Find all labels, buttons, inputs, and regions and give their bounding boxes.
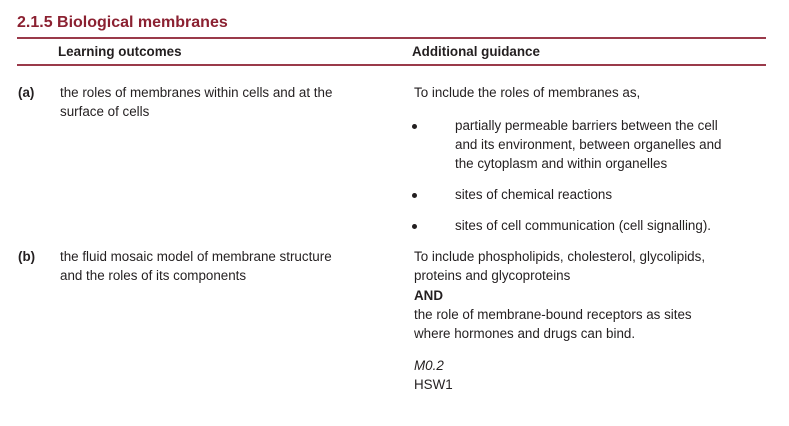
guidance-a-intro: To include the roles of membranes as, xyxy=(414,85,641,100)
guidance-b-line-2: proteins and glycoproteins xyxy=(414,268,571,283)
section-title: 2.1.5 Biological membranes xyxy=(17,14,228,31)
bullet-dot-icon xyxy=(412,224,417,229)
column-header-learning-outcomes: Learning outcomes xyxy=(58,44,182,59)
guidance-b-line-1: To include phospholipids, cholesterol, glycolipids, xyxy=(414,249,706,264)
bullet-dot-icon xyxy=(412,124,417,129)
guidance-a-bullet-2: sites of chemical reactions xyxy=(455,187,613,202)
column-header-additional-guidance: Additional guidance xyxy=(412,44,540,59)
guidance-b-ref-2: HSW1 xyxy=(414,377,453,392)
guidance-b-connector: AND xyxy=(414,288,444,303)
bullet-1-line-2: and its environment, between organelles and xyxy=(455,137,722,152)
row-label-b: (b) xyxy=(18,249,36,264)
outcome-a-line-1: the roles of membranes within cells and at the xyxy=(60,85,333,100)
guidance-a-bullet-1 xyxy=(455,116,765,173)
outcome-b-line-2: and the roles of its components xyxy=(60,268,247,283)
bullet-dot-icon xyxy=(412,193,417,198)
guidance-b-ref-1: M0.2 xyxy=(414,358,444,373)
guidance-b-line-4: where hormones and drugs can bind. xyxy=(414,326,636,341)
outcome-a xyxy=(60,83,390,121)
guidance-a-bullet-3: sites of cell communication (cell signalling). xyxy=(455,218,712,233)
bullet-1-line-1: partially permeable barriers between the cell xyxy=(455,118,718,133)
outcome-a-line-2: surface of cells xyxy=(60,104,150,119)
outcome-b xyxy=(60,247,390,285)
bullet-1-line-3: the cytoplasm and within organelles xyxy=(455,156,668,171)
guidance-b xyxy=(414,247,764,394)
outcome-b-line-1: the fluid mosaic model of membrane structure xyxy=(60,249,332,264)
row-label-a: (a) xyxy=(18,85,35,100)
guidance-b-line-3: the role of membrane-bound receptors as sites xyxy=(414,307,692,322)
header-bottom-rule xyxy=(17,64,766,66)
header-top-rule xyxy=(17,37,766,39)
